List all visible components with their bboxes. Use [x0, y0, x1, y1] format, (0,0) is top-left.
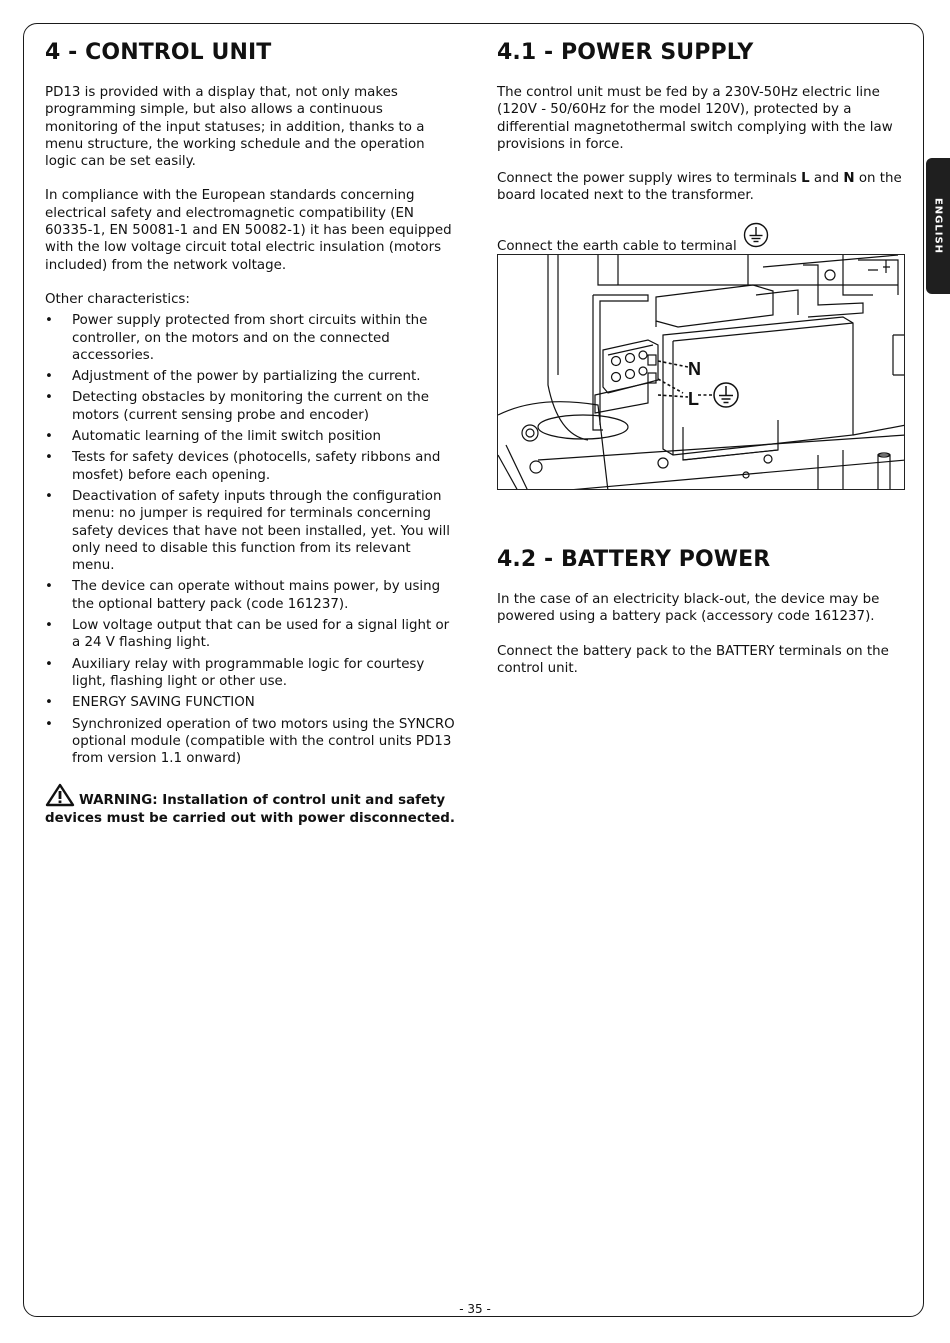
power-supply-section [497, 38, 907, 272]
wiring-illustration [497, 254, 905, 490]
paragraph-feed: The control unit must be fed by a 230V-50Hz electric line (120V - 50/60Hz for the model 120V), protected by a differential magnetothermal switch complying with the law provisions in force. [497, 85, 893, 152]
figure-label-l: L [688, 389, 699, 409]
language-tab-label: ENGLISH [932, 197, 944, 255]
terminal-l-label: L [801, 171, 810, 187]
bullet-icon: • [45, 695, 53, 711]
paragraph-display: PD13 is provided with a display that, not only makes programming simple, but also allows a continuous monitoring of the input statuses; in addition, thanks to a menu structure, the working schedule and the operation logic can be set easily. [45, 85, 425, 170]
page-number: - 35 - [459, 1302, 491, 1316]
paragraph-blackout: In the case of an electricity black-out, the device may be powered using a battery pack (accessory code 161237). [497, 592, 880, 625]
bullet-icon: • [45, 429, 53, 445]
warning-text: WARNING: Installation of control unit and safety devices must be carried out with power disconnected. [45, 793, 455, 827]
bullet-icon: • [45, 618, 53, 634]
bullet-icon: • [45, 369, 53, 385]
battery-power-section [497, 545, 907, 694]
warning-note [45, 783, 455, 828]
characteristics-list [45, 312, 455, 767]
section-title-battery-power: 4.2 - BATTERY POWER [497, 547, 771, 572]
list-item: • Power supply protected from short circuits within the controller, on the motors and on the connected accessories. [45, 313, 428, 363]
bullet-icon: • [45, 313, 53, 329]
bullet-icon: • [45, 450, 53, 466]
list-item: • The device can operate without mains power, by using the optional battery pack (code 161237). [45, 579, 441, 612]
paragraph-battery-terminals: Connect the battery pack to the BATTERY terminals on the control unit. [497, 643, 889, 676]
bullet-icon: • [45, 390, 53, 406]
warning-triangle-icon [45, 783, 75, 807]
bullet-icon: • [45, 488, 53, 504]
control-unit-drawing [498, 255, 905, 490]
list-item: • ENERGY SAVING FUNCTION [45, 695, 255, 711]
list-item: • Synchronized operation of two motors using the SYNCRO optional module (compatible with the control units PD13 from version 1.1 onward) [45, 716, 455, 767]
list-item: • Automatic learning of the limit switch position [45, 429, 381, 445]
paragraph-compliance: In compliance with the European standards concerning electrical safety and electromagnetic compatibility (EN 60335-1, EN 50081-1 and EN 50082-1) it has been equipped with the low voltage circuit total electric insulation (motors included) from the network voltage. [45, 188, 452, 273]
figure-label-n: N [688, 359, 701, 379]
paragraph-earth: Connect the earth cable to terminal [497, 222, 907, 255]
list-item: • Adjustment of the power by partializing the current. [45, 369, 421, 385]
section-title-control-unit: 4 - CONTROL UNIT [45, 40, 272, 65]
list-item: • Deactivation of safety inputs through the configuration menu: no jumper is required for terminals concerning safety devices that have not been installed, yet. You will only need to disable this function from its relevant menu. [45, 488, 450, 574]
bullet-icon: • [45, 579, 53, 595]
language-tab [926, 158, 950, 294]
terminal-n-label: N [843, 171, 855, 187]
paragraph-terminals: Connect the power supply wires to terminals L and N on the board located next to the transformer. [497, 171, 902, 204]
list-item: • Low voltage output that can be used for a signal light or a 24 V flashing light. [45, 618, 450, 651]
section-title-power-supply: 4.1 - POWER SUPPLY [497, 40, 754, 65]
earth-ground-icon [743, 222, 769, 248]
list-item: • Detecting obstacles by monitoring the current on the motors (current sensing probe and encoder) [45, 390, 430, 423]
list-item: • Tests for safety devices (photocells, safety ribbons and mosfet) before each opening. [45, 450, 441, 483]
bullet-icon: • [45, 656, 53, 672]
figure-earth-symbol-icon [714, 383, 738, 407]
list-item: • Auxiliary relay with programmable logic for courtesy light, flashing light or other use. [45, 656, 425, 689]
bullet-icon: • [45, 716, 53, 732]
control-unit-section [45, 38, 455, 828]
other-characteristics-label: Other characteristics: [45, 291, 190, 307]
